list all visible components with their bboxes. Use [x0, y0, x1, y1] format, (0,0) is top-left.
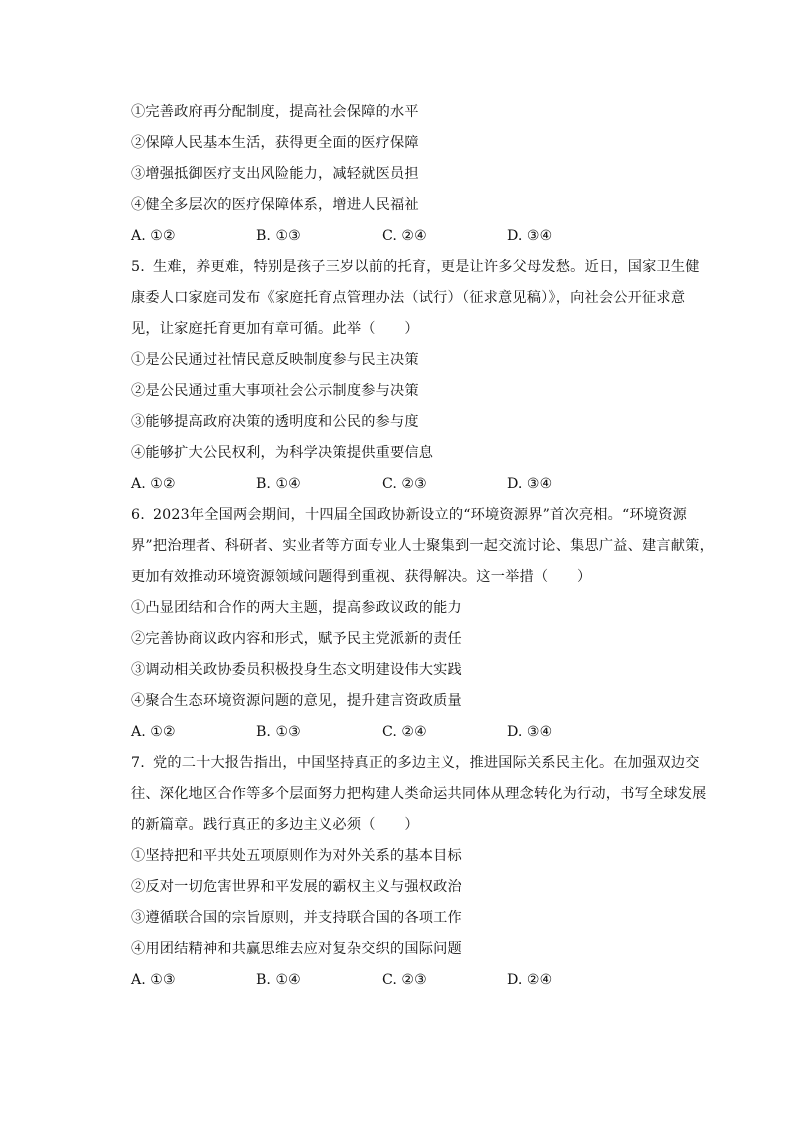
q6-option-d: D. ③④: [507, 724, 553, 740]
q6-stem-line-3: 更加有效推动环境资源领域问题得到重视、获得解决。这一举措（ ）: [131, 569, 592, 585]
q6-stem-line-2: 界”把治理者、科研者、实业者等方面专业人士聚集到一起交流讨论、集思广益、建言献策，: [131, 538, 714, 554]
q4-item-1: ①完善政府再分配制度，提高社会保障的水平: [131, 104, 419, 120]
q4-option-c: C. ②④: [382, 228, 427, 244]
q6-item-4: ④聚合生态环境资源问题的意见，提升建言资政质量: [131, 693, 462, 709]
q4-options: [131, 221, 706, 252]
q5-option-b: B. ①④: [256, 476, 301, 492]
q5-option-a: A. ①②: [131, 476, 176, 492]
q6-item-2: ②完善协商议政内容和形式，赋予民主党派新的责任: [131, 631, 462, 647]
q5-options: [131, 469, 706, 500]
q5-stem-1: 生难，养更难，特别是孩子三岁以前的托育，更是让许多父母发愁。近日，国家卫生健: [152, 259, 700, 275]
q7-item-3: ③遵循联合国的宗旨原则，并支持联合国的各项工作: [131, 910, 462, 926]
q6-stem-line-1: [131, 500, 706, 531]
q7-stem-line-2: 往、深化地区合作等多个层面努力把构建人类命运共同体从理念转化为行动，书写全球发展: [131, 786, 707, 802]
q5-option-c: C. ②③: [382, 476, 427, 492]
q7-option-b: B. ①④: [256, 972, 301, 988]
q7-options: [131, 965, 706, 996]
q4-item-4: ④健全多层次的医疗保障体系，增进人民福祉: [131, 197, 419, 213]
q5-item-1: ①是公民通过社情民意反映制度参与民主决策: [131, 352, 419, 368]
q4-option-d: D. ③④: [507, 228, 553, 244]
q5-stem-line-1: [131, 252, 706, 283]
q6-option-c: C. ②④: [382, 724, 427, 740]
q7-item-1: ①坚持把和平共处五项原则作为对外关系的基本目标: [131, 848, 462, 864]
q5-stem-line-2: 康委人口家庭司发布《家庭托育点管理办法（试行）（征求意见稿）》，向社会公开征求意: [131, 290, 686, 306]
q5-option-d: D. ③④: [507, 476, 553, 492]
q6-item-3: ③调动相关政协委员积极投身生态文明建设伟大实践: [131, 662, 462, 678]
question-7: [131, 748, 706, 996]
q7-item-2: ②反对一切危害世界和平发展的霸权主义与强权政治: [131, 879, 462, 895]
q7-number: 7.: [131, 755, 145, 771]
q4-item-3: ③增强抵御医疗支出风险能力，减轻就医员担: [131, 166, 419, 182]
q5-stem-line-3: 见，让家庭托育更加有章可循。此举（ ）: [131, 321, 419, 337]
q4-item-2: ②保障人民基本生活，获得更全面的医疗保障: [131, 135, 419, 151]
q6-option-a: A. ①②: [131, 724, 176, 740]
q7-stem-1: 党的二十大报告指出，中国坚持真正的多边主义，推进国际关系民主化。在加强双边交: [152, 755, 700, 771]
question-5: [131, 252, 706, 500]
q7-stem-line-1: [131, 748, 706, 779]
q5-item-3: ③能够提高政府决策的透明度和公民的参与度: [131, 414, 419, 430]
q6-options: [131, 717, 706, 748]
q6-item-1: ①凸显团结和合作的两大主题，提高参政议政的能力: [131, 600, 462, 616]
q4-option-a: A. ①②: [131, 228, 176, 244]
q7-stem-line-3: 的新篇章。践行真正的多边主义必须（ ）: [131, 817, 419, 833]
q7-option-c: C. ②③: [382, 972, 427, 988]
q4-option-b: B. ①③: [256, 228, 301, 244]
q6-number: 6.: [131, 507, 145, 523]
question-4: [131, 97, 706, 252]
question-6: [131, 500, 714, 748]
document-page: [131, 97, 714, 996]
q6-option-b: B. ①③: [256, 724, 301, 740]
q7-option-a: A. ①③: [131, 972, 176, 988]
q5-number: 5.: [131, 259, 145, 275]
q5-item-2: ②是公民通过重大事项社会公示制度参与决策: [131, 383, 419, 399]
q7-item-4: ④用团结精神和共赢思维去应对复杂交织的国际问题: [131, 941, 462, 957]
q5-item-4: ④能够扩大公民权利，为科学决策提供重要信息: [131, 445, 434, 461]
q6-stem-1: 2023年全国两会期间，十四届全国政协新设立的“环境资源界”首次亮相。“环境资源: [152, 507, 687, 523]
q7-option-d: D. ②④: [507, 972, 553, 988]
